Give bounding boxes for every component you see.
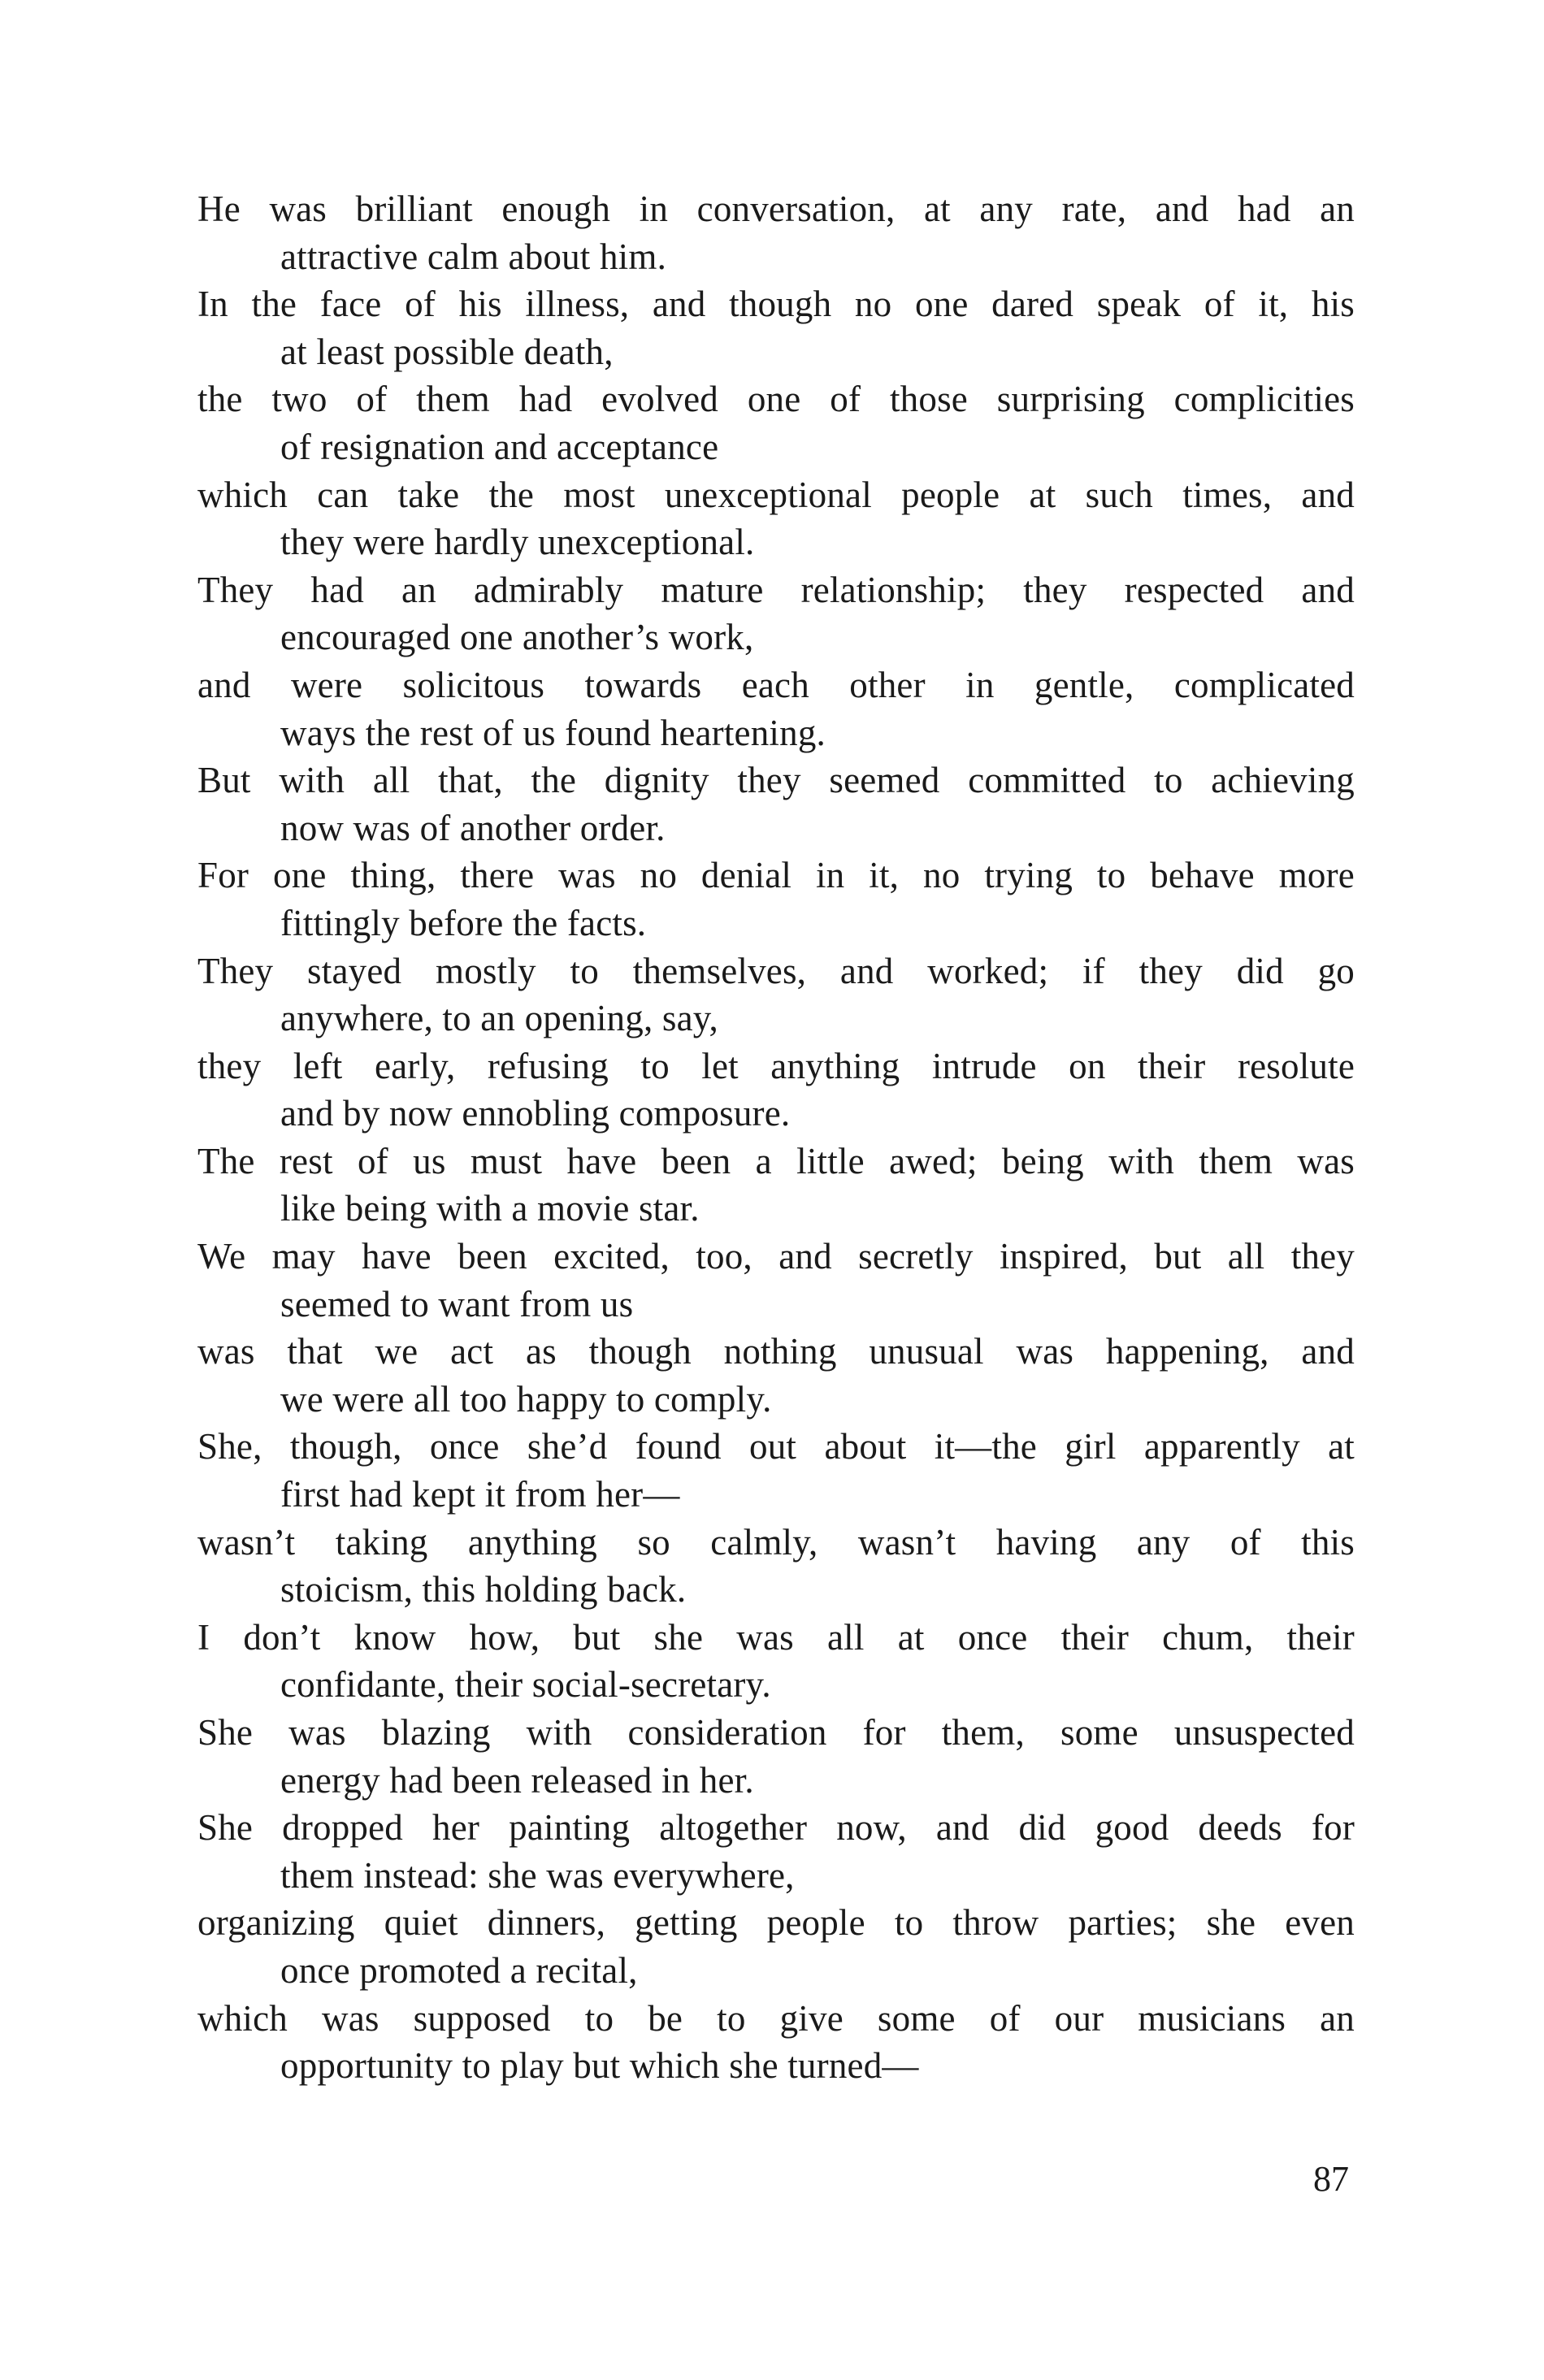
line-first: and were solicitous towards each other in gentle, complicated xyxy=(197,664,1355,705)
verse-line-9 xyxy=(197,1043,1355,1138)
line-first: She, though, once she’d found out about it—the girl apparently at xyxy=(197,1426,1355,1467)
verse-line-15 xyxy=(197,1614,1355,1709)
line-continuation: attractive calm about him. xyxy=(280,236,667,277)
verse-line-12 xyxy=(197,1328,1355,1423)
line-continuation: fittingly before the facts. xyxy=(280,902,647,943)
line-first: they left early, refusing to let anything intrude on their resolute xyxy=(197,1045,1355,1086)
line-first: They stayed mostly to themselves, and worked; if they did go xyxy=(197,950,1355,991)
line-first: I don’t know how, but she was all at once their chum, their xyxy=(197,1616,1355,1658)
verse-line-16 xyxy=(197,1709,1355,1804)
line-first: which can take the most unexceptional people at such times, and xyxy=(197,474,1355,515)
line-continuation: we were all too happy to comply. xyxy=(280,1378,772,1420)
line-continuation: and by now ennobling composure. xyxy=(280,1093,791,1134)
line-continuation: energy had been released in her. xyxy=(280,1759,754,1801)
line-first: In the face of his illness, and though no one dared speak of it, his xyxy=(197,284,1355,325)
line-first: The rest of us must have been a little awed; being with them was xyxy=(197,1140,1355,1181)
line-continuation: first had kept it from her— xyxy=(280,1474,680,1515)
line-first: She was blazing with consideration for them, some unsuspected xyxy=(197,1712,1355,1753)
verse-line-4 xyxy=(197,566,1355,661)
line-first: We may have been excited, too, and secretly inspired, but all they xyxy=(197,1236,1355,1277)
page-number: 87 xyxy=(1313,2159,1349,2199)
verse-line-2 xyxy=(197,375,1355,470)
verse-line-13 xyxy=(197,1423,1355,1518)
verse-line-5 xyxy=(197,661,1355,756)
line-continuation: they were hardly unexceptional. xyxy=(280,522,755,563)
line-continuation: once promoted a recital, xyxy=(280,1949,638,1991)
line-first: organizing quiet dinners, getting people to throw parties; she even xyxy=(197,1902,1355,1944)
line-first: which was supposed to be to give some of our musicians an xyxy=(197,1997,1355,2039)
line-continuation: opportunity to play but which she turned— xyxy=(280,2045,919,2087)
verse-line-1 xyxy=(197,280,1355,375)
line-first: They had an admirably mature relationship; they respected and xyxy=(197,569,1355,610)
verse-line-17 xyxy=(197,1804,1355,1899)
line-first: She dropped her painting altogether now, and did good deeds for xyxy=(197,1807,1355,1849)
poem-text xyxy=(197,185,1355,2090)
line-continuation: of resignation and acceptance xyxy=(280,426,719,467)
line-first: was that we act as though nothing unusual was happening, and xyxy=(197,1331,1355,1372)
line-continuation: now was of another order. xyxy=(280,807,666,848)
verse-line-6 xyxy=(197,756,1355,852)
line-first: the two of them had evolved one of those surprising complicities xyxy=(197,379,1355,420)
line-continuation: seemed to want from us xyxy=(280,1283,634,1324)
verse-line-3 xyxy=(197,471,1355,566)
line-continuation: encouraged one another’s work, xyxy=(280,617,754,658)
line-continuation: them instead: she was everywhere, xyxy=(280,1854,795,1896)
line-first: wasn’t taking anything so calmly, wasn’t having any of this xyxy=(197,1521,1355,1563)
line-continuation: stoicism, this holding back. xyxy=(280,1569,687,1611)
line-continuation: confidante, their social-secretary. xyxy=(280,1664,771,1706)
verse-line-18 xyxy=(197,1899,1355,1994)
verse-line-11 xyxy=(197,1233,1355,1328)
line-first: But with all that, the dignity they seemed committed to achieving xyxy=(197,760,1355,801)
line-first: For one thing, there was no denial in it, no trying to behave more xyxy=(197,855,1355,896)
verse-line-7 xyxy=(197,852,1355,947)
line-continuation: like being with a movie star. xyxy=(280,1188,700,1229)
verse-line-10 xyxy=(197,1138,1355,1233)
line-continuation: at least possible death, xyxy=(280,331,614,372)
verse-line-14 xyxy=(197,1519,1355,1614)
verse-line-8 xyxy=(197,947,1355,1043)
verse-line-0 xyxy=(197,185,1355,280)
line-first: He was brilliant enough in conversation, at any rate, and had an xyxy=(197,189,1355,229)
line-continuation: anywhere, to an opening, say, xyxy=(280,998,718,1039)
line-continuation: ways the rest of us found heartening. xyxy=(280,712,826,753)
verse-line-19 xyxy=(197,1995,1355,2090)
